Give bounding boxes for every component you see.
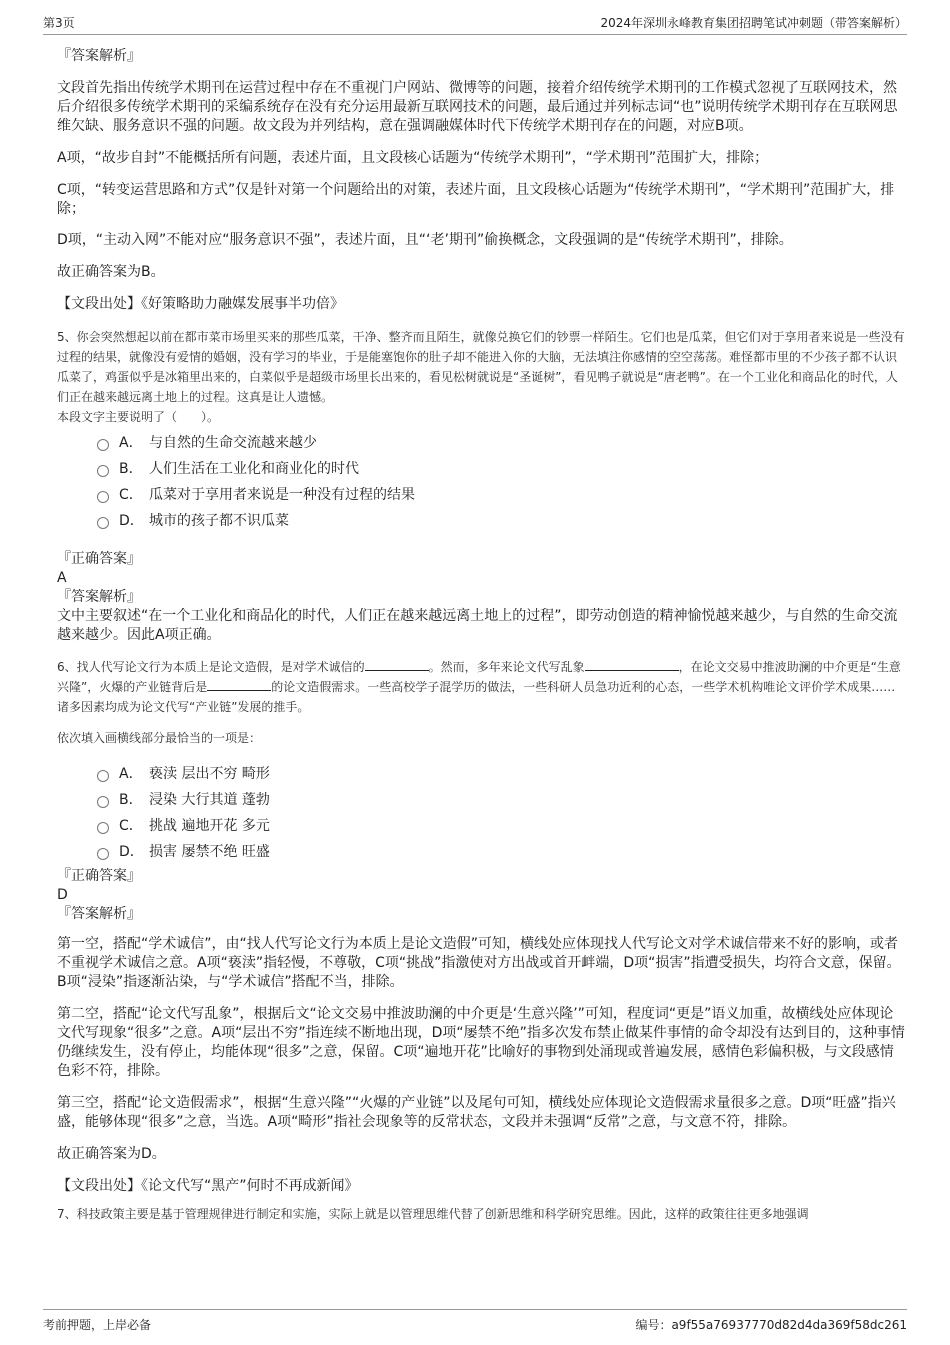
radio-button[interactable] xyxy=(97,439,109,451)
q6-analysis-label: 『答案解析』 xyxy=(57,906,141,922)
q5-answer-label: 『正确答案』 xyxy=(57,551,141,567)
radio-button[interactable] xyxy=(97,491,109,503)
q6-options xyxy=(57,760,907,864)
document-title: 2024年深圳永峰教育集团招聘笔试冲刺题（带答案解析） xyxy=(600,16,907,30)
option-letter: C． xyxy=(119,818,143,834)
page-number: 第3页 xyxy=(43,16,75,30)
option-text: 挑战 遍地开花 多元 xyxy=(149,818,270,834)
fill-blank-1 xyxy=(365,658,429,671)
q5-option-a[interactable] xyxy=(57,429,907,455)
option-letter: D． xyxy=(119,844,144,860)
q6-stem-part: 6、找人代写论文行为本质上是论文造假，是对学术诚信的 xyxy=(57,660,365,674)
fill-blank-2 xyxy=(585,658,679,671)
q6-source: 【文段出处】《论文代写“黑产”何时不再成新闻》 xyxy=(57,1178,359,1194)
code-label: 编号： xyxy=(635,1318,672,1332)
q6-prompt: 依次填入画横线部分最恰当的一项是： xyxy=(57,731,262,745)
q6-answer-label: 『正确答案』 xyxy=(57,868,141,884)
option-letter: D． xyxy=(119,513,144,529)
q6-option-d[interactable] xyxy=(57,838,907,864)
q6-option-a[interactable] xyxy=(57,760,907,786)
option-letter: B． xyxy=(119,792,143,808)
option-text: 损害 屡禁不绝 旺盛 xyxy=(149,844,270,860)
q5-option-c[interactable] xyxy=(57,481,907,507)
q5-analysis-label: 『答案解析』 xyxy=(57,589,141,605)
q6-stem-part: 。然而，多年来论文代写乱象 xyxy=(428,660,585,674)
q4-conclusion: 故正确答案为B。 xyxy=(57,264,165,280)
q6-stem xyxy=(57,657,907,717)
document-code xyxy=(635,1316,907,1333)
option-letter: A． xyxy=(119,766,143,782)
radio-button[interactable] xyxy=(97,822,109,834)
q6-option-b[interactable] xyxy=(57,786,907,812)
q6-conclusion: 故正确答案为D。 xyxy=(57,1146,166,1162)
q4-analysis-p2: A项，“故步自封”不能概括所有问题，表述片面，且文段核心话题为“传统学术期刊”，“学术期刊”范围扩大，排除； xyxy=(57,150,769,166)
footer-slogan: 考前押题，上岸必备 xyxy=(43,1318,152,1332)
option-letter: A． xyxy=(119,435,143,451)
q4-analysis-p3: C项，“转变运营思路和方式”仅是针对第一个问题给出的对策，表述片面，且文段核心话题为“传统学术期刊”，“学术期刊”范围扩大，排除； xyxy=(57,182,895,217)
document-body xyxy=(57,44,907,1224)
option-letter: B． xyxy=(119,461,143,477)
q5-analysis: 文中主要叙述“在一个工业化和商品化的时代，人们正在越来越远离土地上的过程”，即劳动创造的精神愉悦越来越少，与自然的生命交流越来越少。因此A项正确。 xyxy=(57,608,898,643)
q4-analysis-p4: D项，“主动入网”不能对应“服务意识不强”，表述片面，且“‘老’期刊”偷换概念，文段强调的是“传统学术期刊”，排除。 xyxy=(57,232,793,248)
q5-option-d[interactable] xyxy=(57,507,907,533)
q4-analysis-label: 『答案解析』 xyxy=(57,48,141,64)
q4-source: 【文段出处】《好策略助力融媒发展事半功倍》 xyxy=(57,296,344,312)
page-header xyxy=(43,10,907,35)
radio-button[interactable] xyxy=(97,848,109,860)
option-text: 城市的孩子都不识瓜菜 xyxy=(149,513,289,529)
q5-option-b[interactable] xyxy=(57,455,907,481)
q5-stem: 5、你会突然想起以前在都市菜市场里买来的那些瓜菜，干净、整齐而且陌生，就像兑换它们的钞票一样陌生。它们也是瓜菜，但它们对于享用者来说是一些没有过程的结果，就像没有爱情的婚姻，没有学习的毕业，于是能塞饱你的肚子却不能进入你的大脑，无法填注你感情的空空荡荡。难怪都市里的不少孩子都不认识瓜菜了，鸡蛋似乎是冰箱里出来的，白菜似乎是超级市场里长出来的，看见松树就说是“圣诞树”，看见鸭子就说是“唐老鸭”。在一个工业化和商品化的时代，人们正在越来越远离土地上的过程。这真是让人遗憾。 xyxy=(57,330,905,404)
radio-button[interactable] xyxy=(97,770,109,782)
q6-option-c[interactable] xyxy=(57,812,907,838)
q5-prompt: 本段文字主要说明了（ ）。 xyxy=(57,410,220,424)
q4-analysis-p1: 文段首先指出传统学术期刊在运营过程中存在不重视门户网站、微博等的问题，接着介绍传统学术期刊的工作模式忽视了互联网技术，然后介绍很多传统学术期刊的采编系统存在没有充分运用最新互联网技术的问题，最后通过并列标志词“也”说明传统学术期刊存在互联网思维欠缺、服务意识不强的问题。故文段为并列结构，意在强调融媒体时代下传统学术期刊存在的问题，对应B项。 xyxy=(57,80,898,134)
q5-answer: A xyxy=(57,570,67,586)
option-text: 瓜菜对于享用者来说是一种没有过程的结果 xyxy=(149,487,415,503)
q6-stem-part: ，在论文交易中推波助澜的中介更是“生意兴隆”，火爆的产业链背后是 xyxy=(57,660,901,694)
option-text: 与自然的生命交流越来越少 xyxy=(149,435,317,451)
q6-analysis-p3: 第三空，搭配“论文造假需求”，根据“生意兴隆”“火爆的产业链”以及尾句可知，横线处应体现论文造假需求量很多之意。D项“旺盛”指兴盛，能够体现“很多”之意，当选。A项“畸形”指社会现象等的反常状态，文段并未强调“反常”之意，与文意不符，排除。 xyxy=(57,1095,896,1130)
q7-stem: 7、科技政策主要是基于管理规律进行制定和实施，实际上就是以管理思维代替了创新思维和科学研究思维。因此，这样的政策往往更多地强调 xyxy=(57,1207,809,1221)
option-text: 浸染 大行其道 蓬勃 xyxy=(149,792,270,808)
option-text: 人们生活在工业化和商业化的时代 xyxy=(149,461,359,477)
q6-stem-part: 的论文造假需求。一些高校学子混学历的做法，一些科研人员急功近利的心态，一些学术机构唯论文评价学术成果……诸多因素均成为论文代写“产业链”发展的推手。 xyxy=(57,680,896,714)
q6-analysis-p1: 第一空，搭配“学术诚信”，由“找人代写论文行为本质上是论文造假”可知，横线处应体现找人代写论文对学术诚信带来不好的影响，或者不重视学术诚信之意。A项“亵渎”指轻慢，不尊敬，C项“挑战”指激使对方出战或首开衅端，D项“损害”指遭受损失，均符合文意，保留。B项“浸染”指逐渐沾染，与“学术诚信”搭配不当，排除。 xyxy=(57,936,901,990)
radio-button[interactable] xyxy=(97,517,109,529)
radio-button[interactable] xyxy=(97,465,109,477)
fill-blank-3 xyxy=(207,678,271,691)
option-text: 亵渎 层出不穷 畸形 xyxy=(149,766,270,782)
q5-options xyxy=(57,429,907,533)
option-letter: C． xyxy=(119,487,143,503)
q6-answer: D xyxy=(57,887,68,903)
page-footer xyxy=(43,1309,907,1336)
q6-analysis-p2: 第二空，搭配“论文代写乱象”，根据后文“论文交易中推波助澜的中介更是‘生意兴隆’”可知，程度词“更是”语义加重，故横线处应体现论文代写现象“很多”之意。A项“层出不穷”指连续不断地出现，D项“屡禁不绝”指多次发布禁止做某件事情的命令却没有达到目的，这种事情仍继续发生，没有停止，均能体现“很多”之意，保留。C项“遍地开花”比喻好的事物到处涌现或普遍发展，感情色彩偏积极，与文段感情色彩不符，排除。 xyxy=(57,1006,905,1079)
code-value: a9f55a76937770d82d4da369f58dc261 xyxy=(671,1318,907,1332)
radio-button[interactable] xyxy=(97,796,109,808)
